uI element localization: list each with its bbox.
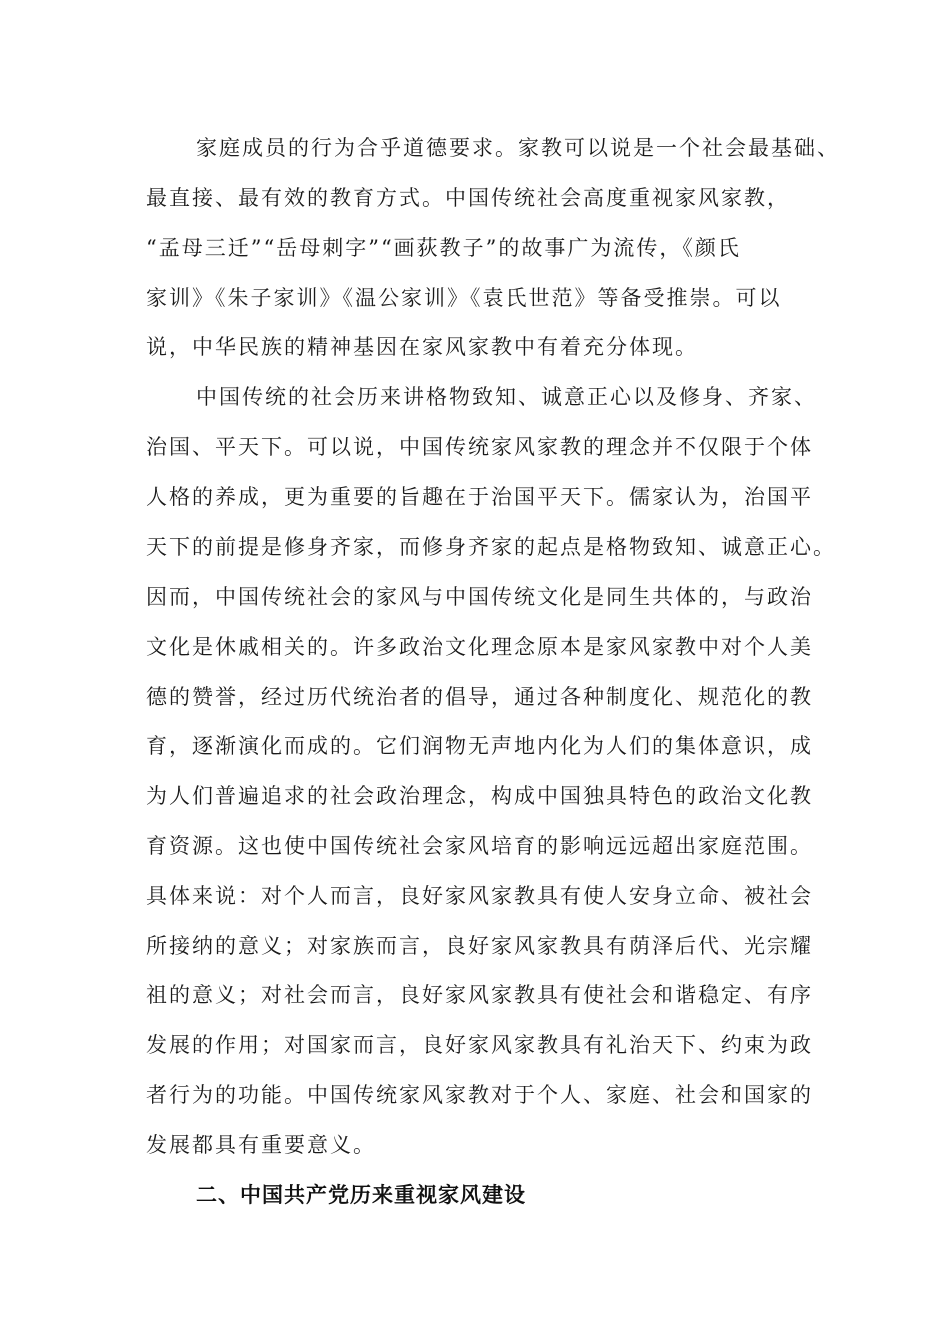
paragraph-2-line-15: 者行为的功能。中国传统家风家教对于个人、家庭、社会和国家的	[146, 1083, 813, 1107]
paragraph-2-line-14: 发展的作用；对国家而言，良好家风家教具有礼治天下、约束为政	[146, 1033, 813, 1057]
paragraph-2-line-10: 育资源。这也使中国传统社会家风培育的影响远远超出家庭范围。	[146, 834, 813, 858]
paragraph-1-line-5: 说，中华民族的精神基因在家风家教中有着充分体现。	[146, 335, 698, 359]
paragraph-1-line-1: 家庭成员的行为合乎道德要求。家教可以说是一个社会最基础、	[196, 136, 840, 160]
section-heading: 二、中国共产党历来重视家风建设	[196, 1183, 526, 1207]
paragraph-2-line-6: 文化是休戚相关的。许多政治文化理念原本是家风家教中对个人美	[146, 635, 813, 659]
paragraph-2-line-7: 德的赞誉，经过历代统治者的倡导，通过各种制度化、规范化的教	[146, 685, 813, 709]
paragraph-2-line-9: 为人们普遍追求的社会政治理念，构成中国独具特色的政治文化教	[146, 784, 813, 808]
paragraph-2-line-12: 所接纳的意义；对家族而言，良好家风家教具有荫泽后代、光宗耀	[146, 934, 813, 958]
paragraph-2-line-3: 人格的养成，更为重要的旨趣在于治国平天下。儒家认为，治国平	[146, 485, 813, 509]
paragraph-1-line-2: 最直接、最有效的教育方式。中国传统社会高度重视家风家教，	[146, 186, 790, 210]
paragraph-2-line-8: 育，逐渐演化而成的。它们润物无声地内化为人们的集体意识，成	[146, 734, 813, 758]
paragraph-2-line-5: 因而，中国传统社会的家风与中国传统文化是同生共体的，与政治	[146, 585, 813, 609]
paragraph-2-line-16: 发展都具有重要意义。	[146, 1133, 376, 1157]
paragraph-2-line-2: 治国、平天下。可以说，中国传统家风家教的理念并不仅限于个体	[146, 435, 813, 459]
paragraph-2-line-1: 中国传统的社会历来讲格物致知、诚意正心以及修身、齐家、	[196, 385, 817, 409]
paragraph-1-line-4: 家训》《朱子家训》《温公家训》《袁氏世范》等备受推崇。可以	[146, 286, 782, 310]
paragraph-1-line-3: “孟母三迁”“岳母刺字”“画荻教子”的故事广为流传，《颜氏	[146, 236, 741, 260]
paragraph-2-line-11: 具体来说：对个人而言，良好家风家教具有使人安身立命、被社会	[146, 884, 813, 908]
paragraph-2-line-4: 天下的前提是修身齐家，而修身齐家的起点是格物致知、诚意正心。	[146, 535, 836, 559]
paragraph-2-line-13: 祖的意义；对社会而言，良好家风家教具有使社会和谐稳定、有序	[146, 983, 813, 1007]
